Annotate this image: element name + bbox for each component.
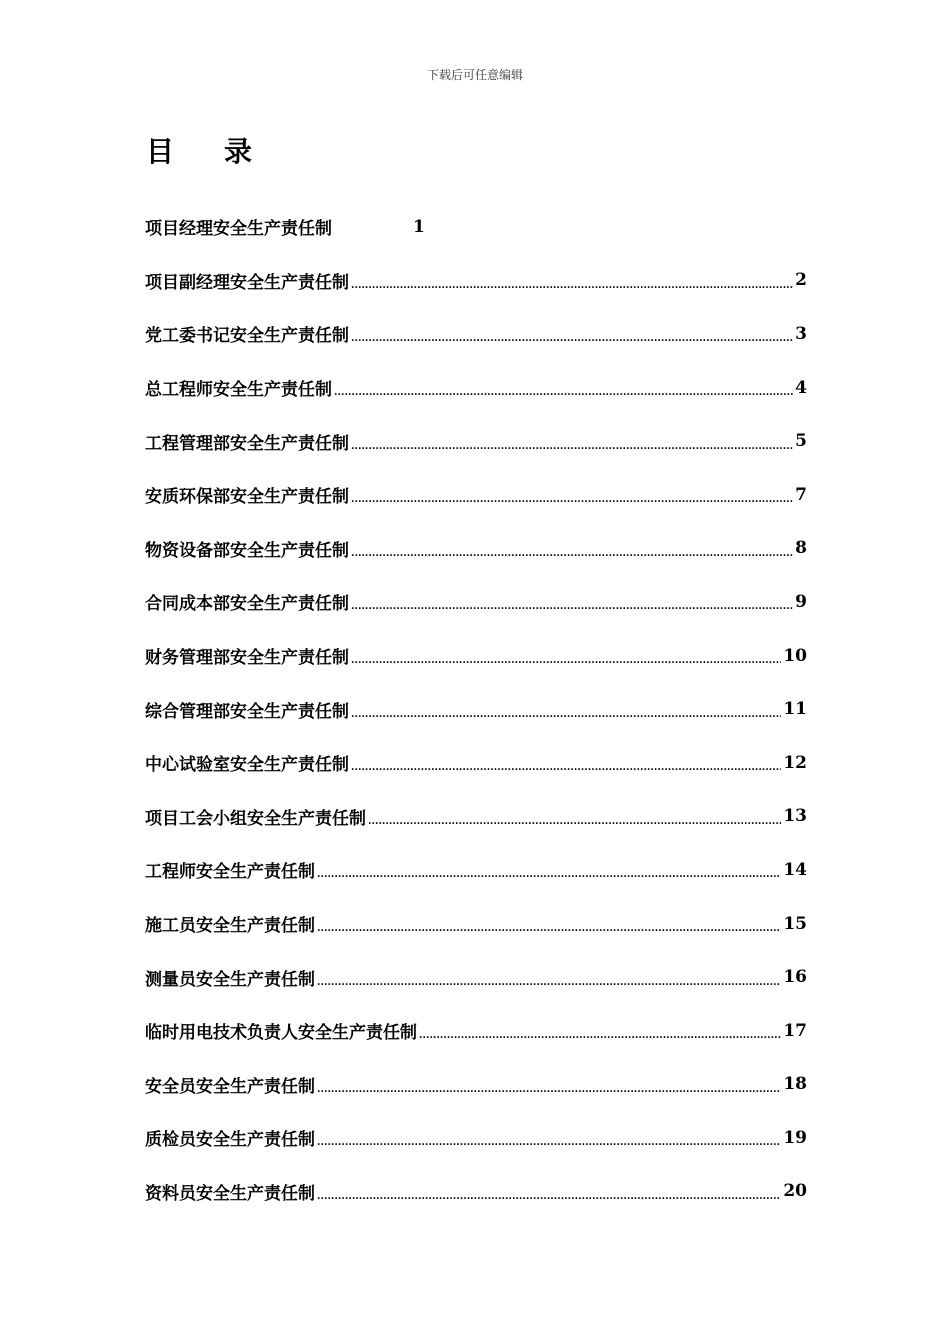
toc-entry[interactable] — [145, 682, 807, 736]
toc-entry-label: 合同成本部安全生产责任制 — [145, 594, 349, 615]
toc-page-number: 16 — [783, 967, 807, 988]
toc-dot-leader — [351, 494, 793, 505]
toc-entry[interactable] — [145, 1111, 807, 1165]
toc-page-number: 17 — [783, 1020, 807, 1041]
toc-entry[interactable] — [145, 1165, 807, 1219]
toc-dot-leader — [351, 441, 793, 452]
toc-page-number: 14 — [783, 859, 807, 880]
toc-entry[interactable] — [145, 736, 807, 790]
toc-dot-leader — [351, 762, 781, 773]
toc-entry[interactable] — [145, 414, 807, 468]
toc-entry[interactable] — [145, 629, 807, 683]
toc-dot-leader — [317, 1084, 781, 1095]
toc-entry[interactable] — [145, 254, 807, 308]
toc-dot-leader — [351, 709, 781, 720]
toc-entry-label: 安全员安全生产责任制 — [145, 1076, 315, 1097]
toc-entry[interactable] — [145, 1004, 807, 1058]
toc-page-number: 5 — [795, 431, 807, 452]
toc-dot-leader — [317, 923, 781, 934]
toc-entry-label: 工程管理部安全生产责任制 — [145, 433, 349, 454]
toc-entry-label: 资料员安全生产责任制 — [145, 1183, 315, 1204]
toc-page-number: 20 — [783, 1181, 807, 1202]
toc-dot-leader — [317, 869, 781, 880]
toc-entry[interactable] — [145, 522, 807, 576]
toc-entry[interactable] — [145, 790, 807, 844]
toc-entry-label: 项目副经理安全生产责任制 — [145, 272, 349, 293]
toc-entry-label: 施工员安全生产责任制 — [145, 916, 315, 937]
toc-dot-leader — [334, 387, 793, 398]
toc-page-number: 3 — [795, 323, 807, 344]
toc-page-number: 12 — [783, 752, 807, 773]
toc-entry-label: 工程师安全生产责任制 — [145, 862, 315, 883]
toc-entry-label: 项目经理安全生产责任制 — [145, 219, 332, 240]
toc-entry[interactable] — [145, 468, 807, 522]
toc-page-number: 13 — [783, 806, 807, 827]
toc-entry[interactable] — [145, 575, 807, 629]
toc-dot-leader — [317, 1137, 781, 1148]
toc-dot-leader — [351, 280, 793, 291]
toc-entry-label: 综合管理部安全生产责任制 — [145, 701, 349, 722]
toc-dot-leader — [351, 655, 781, 666]
toc-page-number: 11 — [783, 699, 807, 720]
toc-entry[interactable] — [145, 950, 807, 1004]
toc-entry[interactable] — [145, 307, 807, 361]
toc-page-number: 4 — [795, 377, 807, 398]
toc-dot-leader — [351, 601, 793, 612]
toc-entry-label: 财务管理部安全生产责任制 — [145, 648, 349, 669]
toc-page-number: 10 — [783, 645, 807, 666]
toc-dot-leader — [351, 548, 793, 559]
toc-page-number: 2 — [795, 270, 807, 291]
table-of-contents — [145, 200, 807, 1218]
page-header: 下载后可任意编辑 — [426, 68, 523, 82]
toc-entry[interactable] — [145, 897, 807, 951]
toc-entry[interactable] — [145, 843, 807, 897]
toc-entry[interactable] — [145, 200, 807, 254]
toc-entry-label: 测量员安全生产责任制 — [145, 969, 315, 990]
toc-dot-leader — [419, 1030, 781, 1041]
toc-page-number: 18 — [783, 1074, 807, 1095]
toc-page-number: 19 — [783, 1127, 807, 1148]
toc-entry-label: 物资设备部安全生产责任制 — [145, 540, 349, 561]
toc-page-number: 9 — [795, 591, 807, 612]
toc-entry-label: 党工委书记安全生产责任制 — [145, 326, 349, 347]
toc-entry-label: 安质环保部安全生产责任制 — [145, 487, 349, 508]
toc-entry[interactable] — [145, 1058, 807, 1112]
toc-dot-leader — [351, 333, 793, 344]
toc-entry-label: 质检员安全生产责任制 — [145, 1130, 315, 1151]
toc-entry-label: 中心试验室安全生产责任制 — [145, 755, 349, 776]
toc-dot-leader — [317, 1191, 781, 1202]
page-title: 目录 — [146, 135, 303, 168]
toc-entry-label: 总工程师安全生产责任制 — [145, 380, 332, 401]
toc-entry[interactable] — [145, 361, 807, 415]
toc-entry-label: 项目工会小组安全生产责任制 — [145, 808, 366, 829]
toc-page-number: 1 — [413, 216, 425, 237]
toc-page-number: 7 — [795, 484, 807, 505]
toc-dot-leader — [317, 977, 781, 988]
toc-page-number: 8 — [795, 538, 807, 559]
toc-entry-label: 临时用电技术负责人安全生产责任制 — [145, 1023, 417, 1044]
toc-dot-leader — [368, 816, 781, 827]
toc-page-number: 15 — [783, 913, 807, 934]
